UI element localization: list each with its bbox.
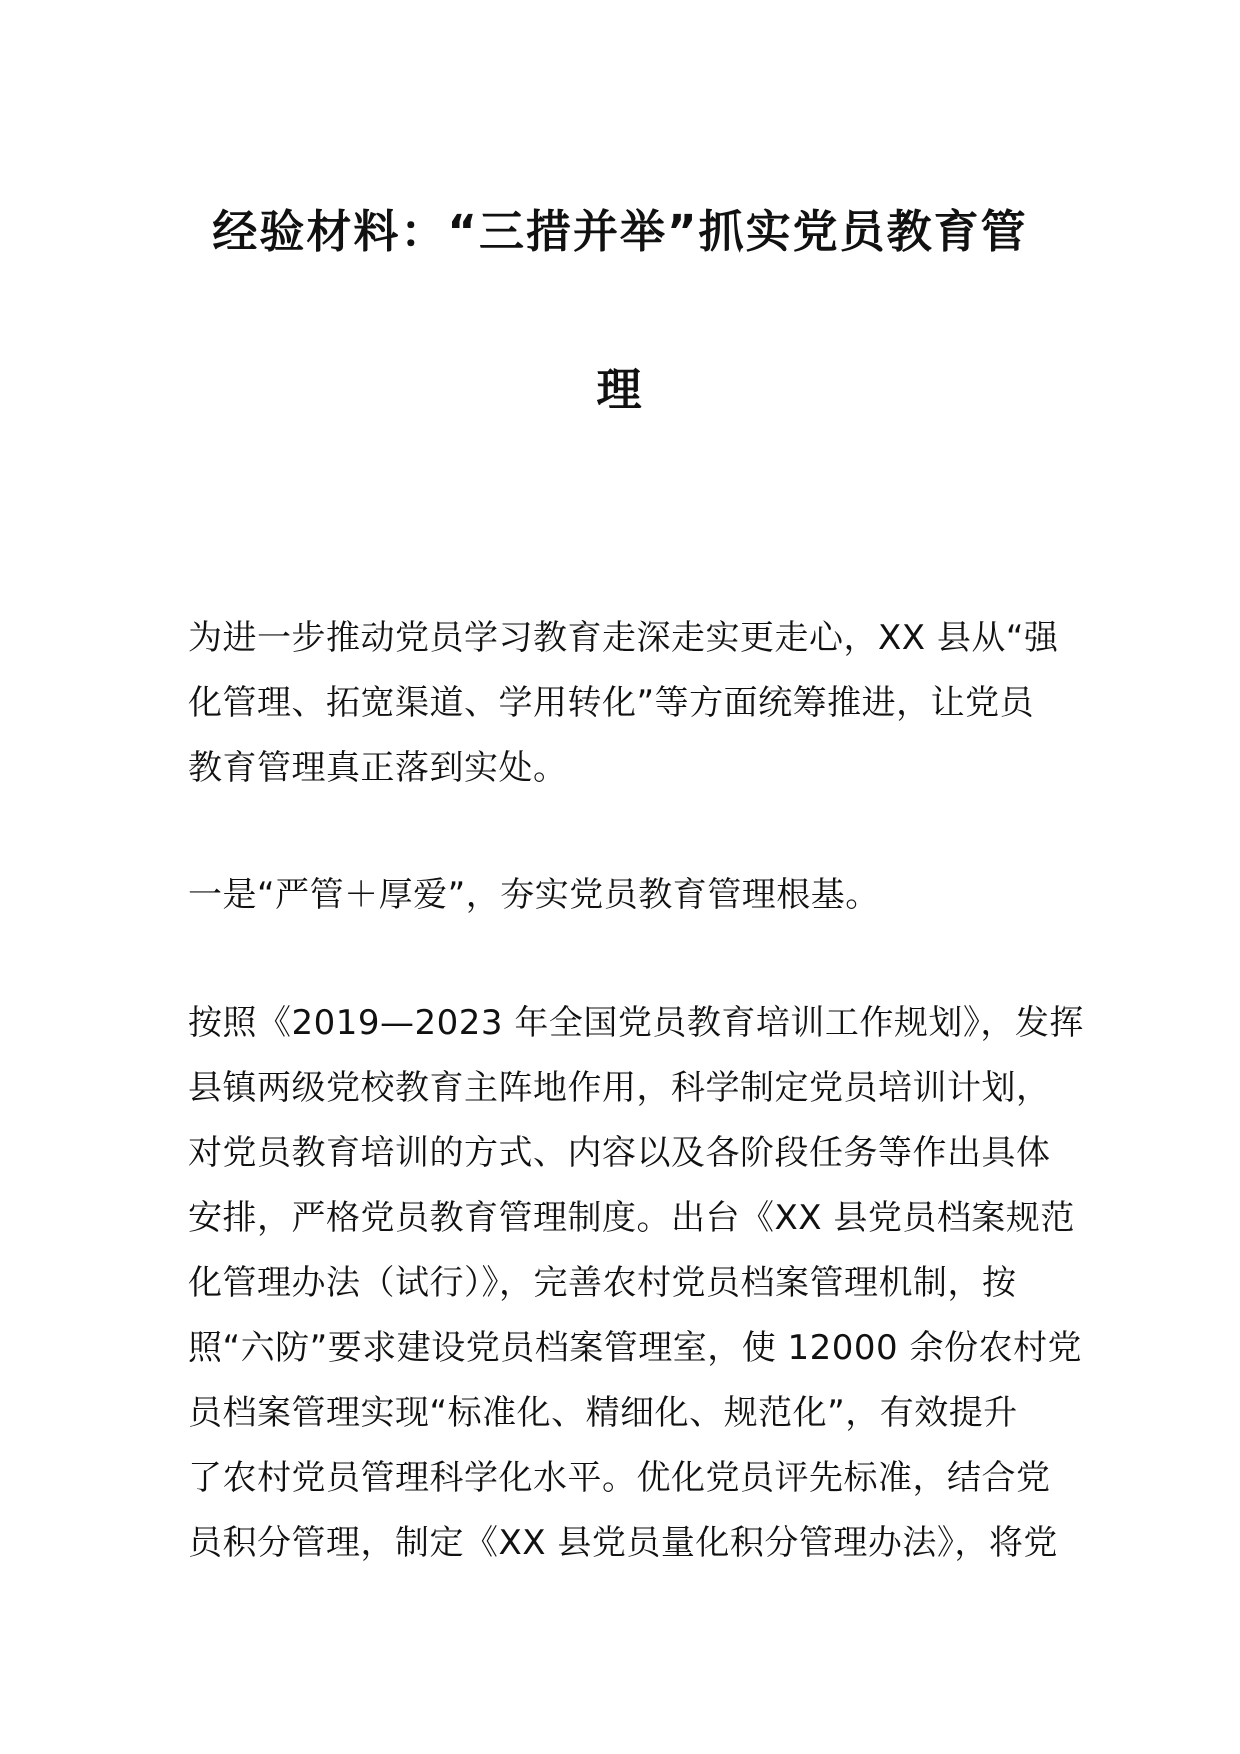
body-paragraph-line: 县镇两级党校教育主阵地作用，科学制定党员培训计划，	[188, 1068, 1051, 1108]
body-paragraph-line: 了农村党员管理科学化水平。优化党员评先标准，结合党	[188, 1458, 1051, 1498]
body-paragraph-line: 安排，严格党员教育管理制度。出台《XX 县党员档案规范	[188, 1198, 1075, 1238]
document-title-line-2: 理	[596, 363, 644, 416]
intro-paragraph-line: 化管理、拓宽渠道、学用转化”等方面统筹推进，让党员	[188, 683, 1035, 723]
body-paragraph-line: 化管理办法（试行）》，完善农村党员档案管理机制，按	[188, 1263, 1017, 1303]
body-paragraph-line: 按照《2019—2023 年全国党员教育培训工作规划》，发挥	[188, 1003, 1084, 1043]
document-title-line-1: 经验材料：“三措并举”抓实党员教育管	[212, 205, 1028, 258]
intro-paragraph-line: 教育管理真正落到实处。	[188, 748, 568, 788]
section-heading-line: 一是“严管＋厚爱”，夯实党员教育管理根基。	[188, 875, 880, 915]
body-paragraph-line: 对党员教育培训的方式、内容以及各阶段任务等作出具体	[188, 1133, 1051, 1173]
body-paragraph-line: 员档案管理实现“标准化、精细化、规范化”，有效提升	[188, 1393, 1018, 1433]
intro-paragraph-line: 为进一步推动党员学习教育走深走实更走心，XX 县从“强	[188, 618, 1059, 658]
body-paragraph-line: 照“六防”要求建设党员档案管理室，使 12000 余份农村党	[188, 1328, 1083, 1368]
body-paragraph-line: 员积分管理，制定《XX 县党员量化积分管理办法》，将党	[188, 1523, 1058, 1563]
